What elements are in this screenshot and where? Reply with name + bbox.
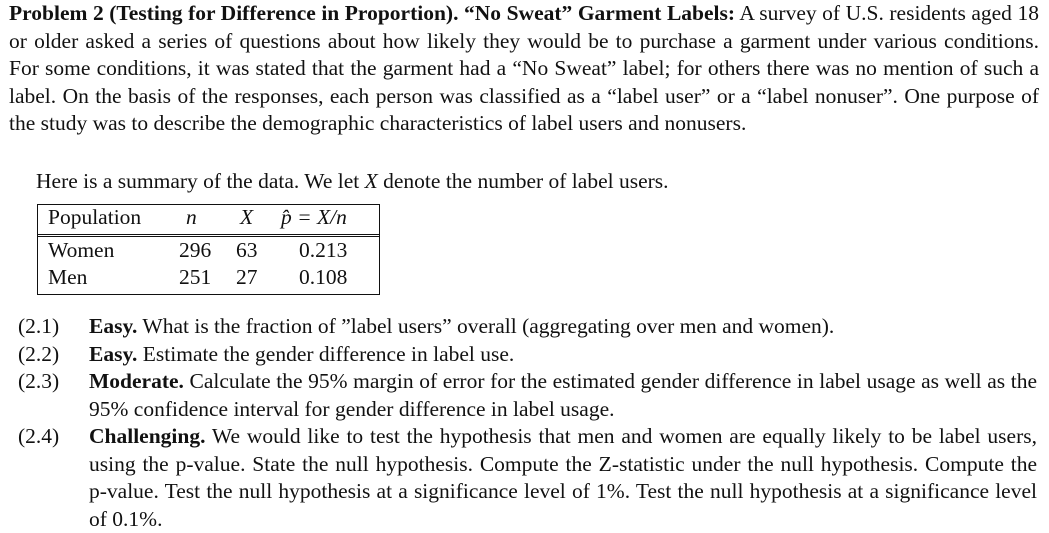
question-body — [89, 423, 1037, 533]
question-list — [18, 313, 1038, 533]
question-number: (2.2) — [18, 341, 60, 366]
problem-intro — [9, 0, 1039, 138]
question-number: (2.1) — [18, 314, 60, 338]
question-level: Moderate. — [89, 369, 184, 393]
table-cell-population: Men — [48, 265, 88, 289]
table-cell-population: Women — [48, 238, 115, 262]
table-cell-x: 27 — [236, 265, 258, 289]
question-number: (2.4) — [18, 424, 60, 448]
table-header-n: n — [186, 205, 197, 229]
table-cell-phat: 0.108 — [299, 265, 348, 289]
question-level: Challenging. — [89, 424, 206, 448]
question-body — [89, 341, 1037, 369]
question-number: (2.3) — [18, 369, 60, 393]
question-text: Calculate the 95% margin of error for the estimated gender difference in label usage as well as the 95% confidence interval for gender difference in label usage. — [89, 369, 1037, 421]
question-body — [89, 313, 1037, 341]
summary-prefix: Here is a summary of the data. We let — [36, 169, 365, 193]
table-cell-n: 296 — [179, 238, 212, 262]
summary-variable: X — [364, 169, 378, 193]
table-header-population: Population — [48, 205, 142, 229]
table-cell-n: 251 — [179, 265, 212, 289]
table-cell-x: 63 — [236, 238, 258, 262]
table-header-x: X — [240, 205, 254, 229]
question-item — [18, 368, 1038, 423]
problem-heading: Problem 2 (Testing for Difference in Proportion). — [9, 1, 459, 25]
question-item — [18, 423, 1038, 533]
question-item — [18, 341, 1038, 369]
question-text: We would like to test the hypothesis that men and women are equally likely to be label users, using the p-value. State the null hypothesis. Compute the Z-statistic under the null hypothesis. Compute the p-value. Test the null hypothesis at a significance level of 1%. Test the null hypothesis at a significance level of 0.1%. — [89, 424, 1037, 531]
question-item — [18, 313, 1038, 341]
table-cell-phat: 0.213 — [299, 238, 348, 262]
table-header-phat: p̂ = X/n — [281, 205, 347, 229]
question-text: Estimate the gender difference in label use. — [142, 341, 515, 366]
data-summary-sentence — [36, 168, 669, 195]
question-level: Easy. — [89, 314, 138, 338]
data-table — [37, 204, 380, 295]
question-text: What is the fraction of ”label users” overall (aggregating over men and women). — [142, 314, 835, 338]
problem-intro-text: A survey of U.S. residents aged 18 or older asked a series of questions about how likely they would be to purchase a garment under various conditions. For some conditions, it was stated that the garment had a “No Sweat” label; for others there was no mention of such a label. On the basis of the responses, each person was classified as a “label user” or a “label nonuser”. One purpose of the study was to describe the demographic characteristics of label users and nonusers. — [9, 1, 1039, 136]
question-body — [89, 368, 1037, 423]
problem-subheading: “No Sweat” Garment Labels: — [464, 1, 736, 25]
question-level: Easy. — [89, 341, 138, 366]
table-header-rule-double — [38, 236, 379, 237]
summary-suffix: denote the number of label users. — [377, 169, 669, 193]
